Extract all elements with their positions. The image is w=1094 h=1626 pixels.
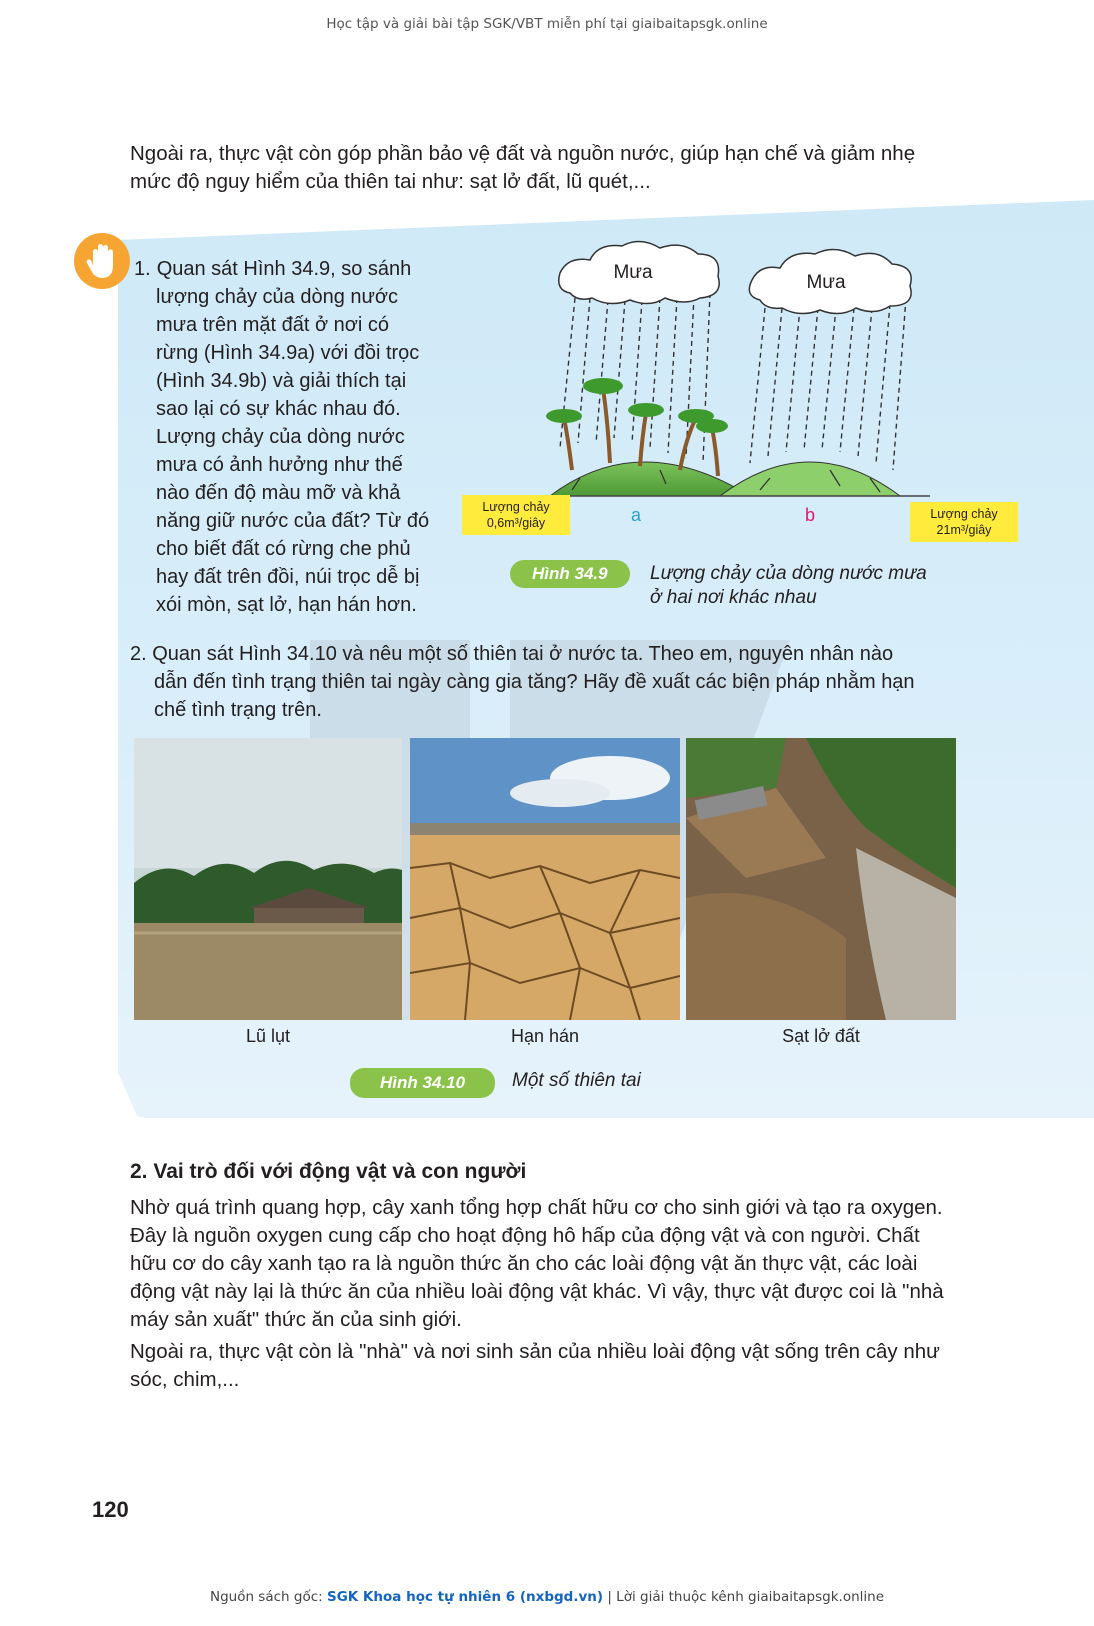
question-1-line: Quan sát Hình 34.9, so sánh [156,258,412,280]
section-paragraph-1 [130,1194,1010,1334]
question-1-line: hay đất trên đồi, núi trọc dễ bị [156,566,420,588]
paragraph-line: Ngoài ra, thực vật còn là "nhà" và nơi sinh sản của nhiều loài động vật sống trên cây như [130,1340,940,1363]
cloud-a-label: Mưa [613,262,653,283]
paragraph-line: Đây là nguồn oxygen cung cấp cho hoạt động hô hấp của động vật và con người. Chất [130,1224,920,1247]
figure-34-10-badge: Hình 34.10 [350,1068,495,1098]
palm-trees [564,388,718,476]
question-1-line: Lượng chảy của dòng nước [156,426,405,448]
figure-34-9-caption-line1: Lượng chảy của dòng nước mưa [650,563,927,584]
question-2-line: dẫn đến tình trạng thiên tai ngày càng gia tăng? Hãy đề xuất các biện pháp nhằm hạn [154,671,915,693]
intro-line-2: mức độ nguy hiểm của thiên tai như: sạt lở đất, lũ quét,... [130,170,651,193]
question-1-line: nào đến độ màu mỡ và khả [156,482,401,504]
question-1-line: rừng (Hình 34.9a) với đồi trọc [156,342,420,364]
section-heading: 2. Vai trò đối với động vật và con người [130,1160,527,1183]
page-number: 120 [92,1497,129,1522]
flow-label-b-line1: Lượng chảy [930,507,998,521]
figure-34-9-illustration [460,238,1040,538]
figure-34-9-caption [650,562,927,610]
site-header: Học tập và giải bài tập SGK/VBT miễn phí tại giaibaitapsgk.online [326,16,768,32]
drought-photo [410,738,680,1020]
photo-label-landslide: Sạt lở đất [782,1026,860,1046]
question-1-line: năng giữ nước của đất? Từ đó [156,510,430,532]
marker-a: a [630,505,642,525]
figure-34-9-badge: Hình 34.9 [510,560,630,588]
paragraph-line: hữu cơ do cây xanh tạo ra là nguồn thức ăn cho các loài động vật ăn thực vật, các loài [130,1252,918,1275]
paragraph-line: động vật này lại là thức ăn của nhiều loài động vật khác. Vì vậy, thực vật được coi là "nhà [130,1280,944,1303]
figure-34-10-badge-wrap [350,1068,495,1098]
section-paragraph-2 [130,1338,1010,1394]
question-2 [130,640,960,724]
paragraph-line: máy sản xuất" thức ăn của sinh giới. [130,1308,462,1331]
question-2-line: chế tình trạng trên. [154,699,322,721]
figure-34-9-caption-line2: ở hai nơi khác nhau [650,587,817,608]
paragraph-line: Nhờ quá trình quang hợp, cây xanh tổng hợp chất hữu cơ cho sinh giới và tạo ra oxygen. [130,1196,943,1219]
question-1-line: sao lại có sự khác nhau đó. [156,398,401,420]
landslide-photo [686,738,956,1020]
bare-hill [720,462,900,496]
flood-photo [134,738,402,1020]
figure-34-9-badge-wrap [510,560,630,588]
footer-suffix: | Lời giải thuộc kênh giaibaitapsgk.online [603,1589,885,1605]
palm-leaves [546,378,728,433]
question-1-line: lượng chảy của dòng nước [156,286,399,308]
source-footer [0,1589,1094,1605]
question-1-line: cho biết đất có rừng che phủ [156,538,411,560]
photo-label-flood: Lũ lụt [245,1026,291,1046]
question-1-line: (Hình 34.9b) và giải thích tại [156,370,407,392]
question-2-line: Quan sát Hình 34.10 và nêu một số thiên tai ở nước ta. Theo em, nguyên nhân nào [152,643,894,665]
cloud-b-label: Mưa [806,272,846,293]
question-1-number: 1. [134,258,151,280]
flow-label-b [910,502,1018,542]
intro-paragraph [130,140,990,196]
question-1-line: mưa trên mặt đất ở nơi có [156,314,390,336]
flow-label-a-line2: 0,6m³/giây [486,516,546,530]
flow-label-b-line2: 21m³/giây [936,523,992,537]
intro-line-1: Ngoài ra, thực vật còn góp phần bảo vệ đất và nguồn nước, giúp hạn chế và giảm nhẹ [130,142,916,165]
question-1-line: xói mòn, sạt lở, hạn hán hơn. [156,594,417,616]
marker-b: b [804,505,816,525]
rain-lines-b [750,298,906,470]
flow-label-a-line1: Lượng chảy [482,500,550,514]
question-1-line: mưa có ảnh hưởng như thế [156,454,403,476]
raised-hand-icon [73,232,131,290]
flow-label-a [462,495,570,535]
paragraph-line: sóc, chim,... [130,1368,240,1391]
question-1 [134,255,450,619]
footer-prefix: Nguồn sách gốc: [209,1589,327,1605]
footer-source-link[interactable]: SGK Khoa học tự nhiên 6 (nxbgd.vn) [326,1589,604,1605]
figure-34-10-caption: Một số thiên tai [512,1070,641,1091]
question-2-number: 2. [130,643,147,665]
photo-label-drought: Hạn hán [510,1026,580,1046]
